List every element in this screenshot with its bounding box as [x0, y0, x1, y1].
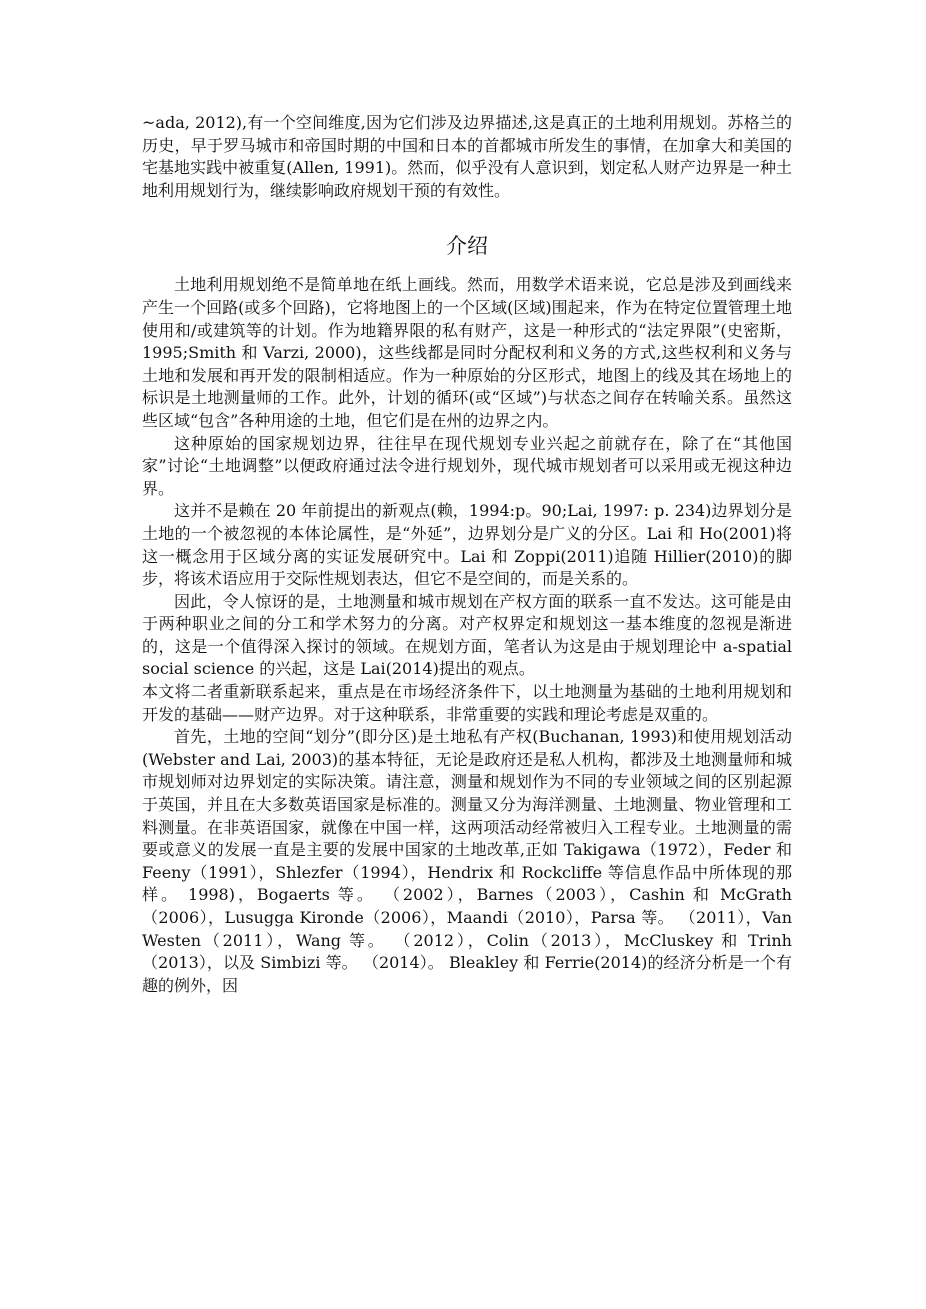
section-heading: 介绍 [446, 234, 488, 259]
body-paragraph: 这种原始的国家规划边界，往往早在现代规划专业兴起之前就存在，除了在“其他国家”讨论“土地调整”以便政府通过法令进行规划外，现代城市规划者可以采用或无视这种边界。 [142, 433, 792, 498]
body-paragraph: 土地利用规划绝不是简单地在纸上画线。然而，用数学术语来说，它总是涉及到画线来产生一个回路(或多个回路)，它将地图上的一个区域(区域)围起来，作为在特定位置管理土地使用和/或建筑等的计划。作为地籍界限的私有财产，这是一种形式的“法定界限”(史密斯，1995;Smith 和 Varzi, 2000)，这些线都是同时分配权利和义务的方式,这些权利和义务与土地和发展和再开发的限制相适应。作为一种原始的分区形式，地图上的线及其在场地上的标识是土地测量师的工作。此外，计划的循环(或“区域”)与状态之间存在转喻关系。虽然这些区域“包含”各种用途的土地，但它们是在州的边界之内。 [142, 275, 792, 430]
body-paragraph: 因此，令人惊讶的是，土地测量和城市规划在产权方面的联系一直不发达。这可能是由于两种职业之间的分工和学术努力的分离。对产权界定和规划这一基本维度的忽视是渐进的，这是一个值得深入探讨的领域。在规划方面，笔者认为这是由于规划理论中 a-spatial social science 的兴起，这是 Lai(2014)提出的观点。 [142, 591, 792, 679]
body-paragraph: 本文将二者重新联系起来，重点是在市场经济条件下，以土地测量为基础的土地利用规划和开发的基础——财产边界。对于这种联系，非常重要的实践和理论考虑是双重的。 [142, 682, 792, 724]
continuation-paragraph: ~ada, 2012),有一个空间维度,因为它们涉及边界描述,这是真正的土地利用规划。苏格兰的历史，早于罗马城市和帝国时期的中国和日本的首都城市所发生的事情，在加拿大和美国的宅基地实践中被重复(Allen, 1991)。然而，似乎没有人意识到，划定私人财产边界是一种土地利用规划行为，继续影响政府规划干预的有效性。 [142, 113, 792, 200]
document-page [142, 112, 792, 997]
body-paragraph: 首先，土地的空间“划分”(即分区)是土地私有产权(Buchanan, 1993)和使用规划活动(Webster and Lai, 2003)的基本特征，无论是政府还是私人机构，都涉及土地测量师和城市规划师对边界划定的实际决策。请注意，测量和规划作为不同的专业领域之间的区别起源于英国，并且在大多数英语国家是标准的。测量又分为海洋测量、土地测量、物业管理和工料测量。在非英语国家，就像在中国一样，这两项活动经常被归入工程专业。土地测量的需要或意义的发展一直是主要的发展中国家的土地改革,正如 Takigawa（1972），Feder 和 Feeny（1991），Shlezfer（1994），Hendrix 和 Rockcliffe 等信息作品中所体现的那样。 1998)，Bogaerts 等。 （2002），Barnes（2003），Cashin 和 McGrath（2006），Lusugga Kironde（2006），Maandi（2010），Parsa 等。 （2011），Van Westen（2011），Wang 等。 （2012），Colin（2013），McCluskey 和 Trinh（2013），以及 Simbizi 等。 （2014）。 Bleakley 和 Ferrie(2014)的经济分析是一个有趣的例外，因 [142, 727, 792, 995]
body-paragraph: 这并不是赖在 20 年前提出的新观点(赖，1994:p。90;Lai, 1997: p. 234)边界划分是土地的一个被忽视的本体论属性，是“外延”，边界划分是广义的分区。Lai 和 Ho(2001)将这一概念用于区域分离的实证发展研究中。Lai 和 Zoppi(2011)追随 Hillier(2010)的脚步，将该术语应用于交际性规划表达，但它不是空间的，而是关系的。 [142, 501, 792, 589]
